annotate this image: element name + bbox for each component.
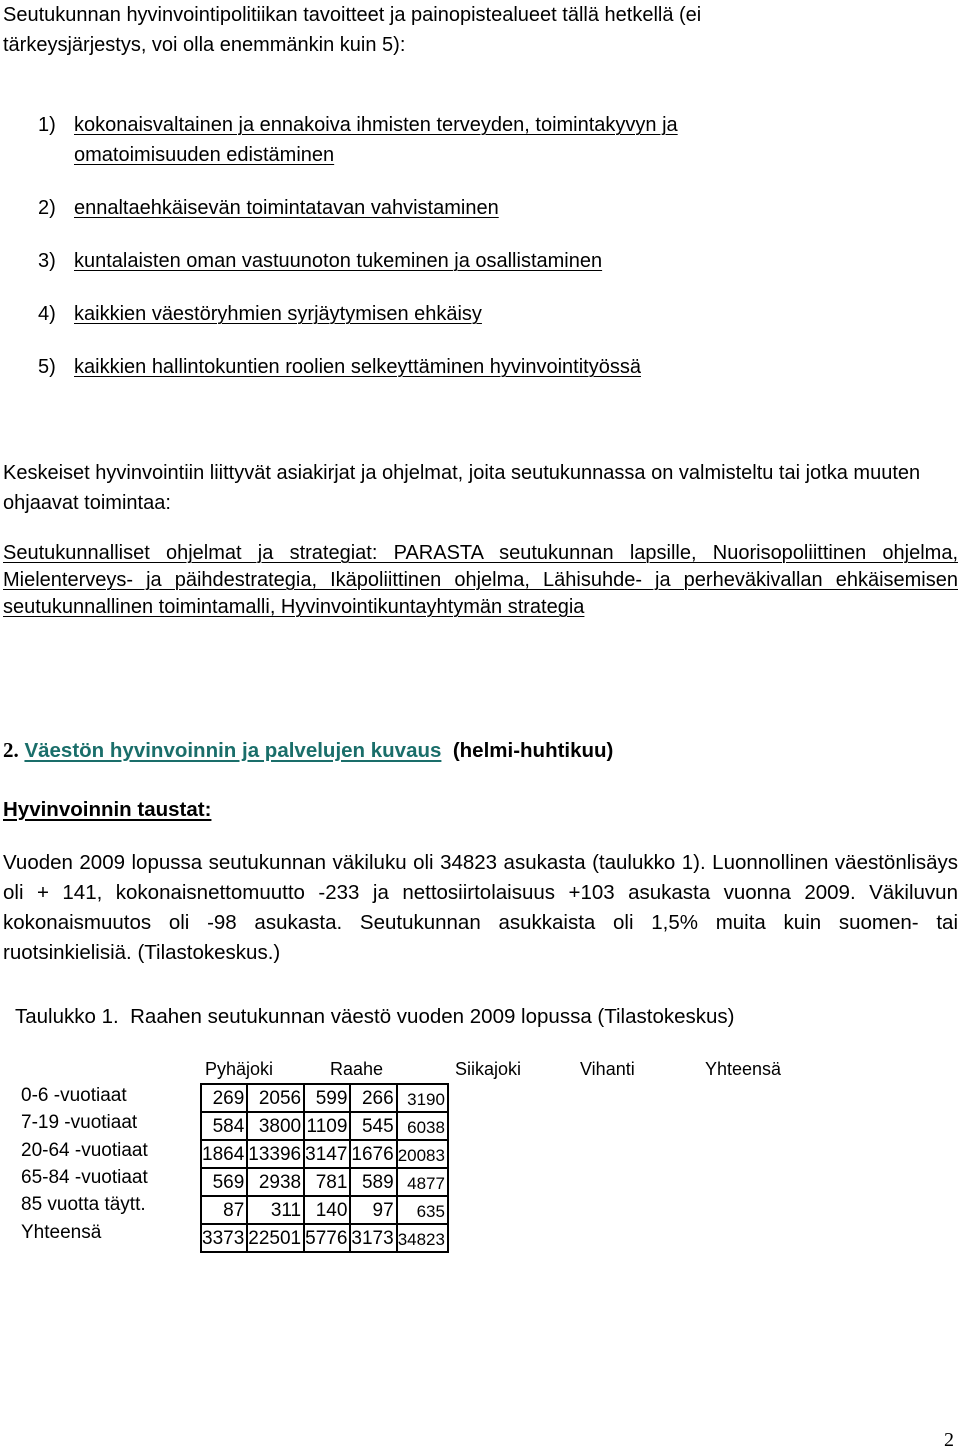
- table-cell: 599: [304, 1084, 350, 1112]
- table-cell: 269: [201, 1084, 247, 1112]
- row-label: 85 vuotta täytt.: [21, 1194, 146, 1215]
- column-header: Vihanti: [580, 1059, 635, 1079]
- table-cell: 3190: [397, 1084, 448, 1112]
- table-cell: 2938: [247, 1168, 304, 1196]
- regional-programs-text: Seutukunnalliset ohjelmat ja strategiat: PARASTA seutukunnan lapsille, Nuorisopoliittinen ohjelma, Mielenterveys- ja päihdestrategia, Ikäpoliittinen ohjelma, Lähisuhde- ja perheväkivallan ehkäisemisen seutukunnallinen toimintamalli, Hyvinvointikuntayhtymän strategia: [3, 542, 958, 618]
- goal-text: ennaltaehkäisevän toimintatavan vahvistaminen: [74, 197, 499, 219]
- table-row: [201, 1196, 448, 1224]
- goal-text: kaikkien väestöryhmien syrjäytymisen ehkäisy: [74, 303, 482, 325]
- goal-item: [38, 110, 838, 170]
- table-cell: 22501: [247, 1224, 304, 1252]
- table-cell: 97: [350, 1196, 396, 1224]
- goal-number: 4): [38, 303, 56, 325]
- goal-text: kaikkien hallintokuntien roolien selkeyttäminen hyvinvointityössä: [74, 356, 641, 378]
- intro-paragraph: [3, 0, 843, 60]
- goal-list: [38, 110, 838, 382]
- table-cell: 3147: [304, 1140, 350, 1168]
- table-row: [201, 1112, 448, 1140]
- table-caption-label: Taulukko 1.: [15, 1005, 119, 1028]
- row-label: 65-84 -vuotiaat: [21, 1167, 148, 1188]
- goal-number: 1): [38, 114, 56, 136]
- goal-item: [38, 246, 838, 276]
- table-row: [201, 1084, 448, 1112]
- table-cell: 635: [397, 1196, 448, 1224]
- section-title: Väestön hyvinvoinnin ja palvelujen kuvaus: [24, 739, 442, 762]
- table-cell: 5776: [304, 1224, 350, 1252]
- table-cell: 569: [201, 1168, 247, 1196]
- section-number: 2.: [3, 738, 19, 762]
- row-label: 7-19 -vuotiaat: [21, 1112, 138, 1133]
- table-cell: 34823: [397, 1224, 448, 1252]
- table-cell: 584: [201, 1112, 247, 1140]
- table-row: [201, 1224, 448, 1252]
- table-cell: 3800: [247, 1112, 304, 1140]
- background-heading: Hyvinvoinnin taustat:: [3, 798, 212, 821]
- table-cell: 266: [350, 1084, 396, 1112]
- section-2-heading: [3, 735, 958, 766]
- table-row: [201, 1168, 448, 1196]
- table-cell: 781: [304, 1168, 350, 1196]
- goal-text: kokonaisvaltainen ja ennakoiva ihmisten terveyden, toimintakyvyn ja: [74, 114, 678, 136]
- table-cell: 140: [304, 1196, 350, 1224]
- page-number: 2: [944, 1429, 954, 1451]
- table-cell: 311: [247, 1196, 304, 1224]
- table-cell: 20083: [397, 1140, 448, 1168]
- column-header: Siikajoki: [455, 1059, 522, 1079]
- background-paragraph: Vuoden 2009 lopussa seutukunnan väkiluku oli 34823 asukasta (taulukko 1). Luonnollinen väestönlisäys oli + 141, kokonaisnettomuutto -233 ja nettosiirtolaisuus +103 asukasta vuonna 2009. Väkiluvun kokonaismuutos oli -98 asukasta. Seutukunnan asukkaista oli 1,5% muita kuin suomen- tai ruotsinkielisiä. (Tilastokeskus.): [3, 851, 958, 964]
- intro-line-2: tärkeysjärjestys, voi olla enemmänkin kuin 5):: [3, 34, 406, 56]
- table-row: [201, 1140, 448, 1168]
- row-label: 0-6 -vuotiaat: [21, 1085, 127, 1106]
- goal-text: kuntalaisten oman vastuunoton tukeminen ja osallistaminen: [74, 250, 603, 272]
- goal-item: [38, 193, 838, 223]
- intro-line-1: Seutukunnan hyvinvointipolitiikan tavoitteet ja painopistealueet tällä hetkellä (ei: [3, 4, 702, 26]
- goal-number: 5): [38, 356, 56, 378]
- key-documents-text: Keskeiset hyvinvointiin liittyvät asiakirjat ja ohjelmat, joita seutukunnassa on valmisteltu tai jotka muuten ohjaavat toimintaa:: [3, 462, 921, 514]
- goal-text-cont: omatoimisuuden edistäminen: [74, 144, 335, 166]
- table-cell: 1676: [350, 1140, 396, 1168]
- table-cell: 545: [350, 1112, 396, 1140]
- row-label: Yhteensä: [21, 1222, 102, 1243]
- column-header: Yhteensä: [705, 1059, 782, 1079]
- table-cell: 3173: [350, 1224, 396, 1252]
- goal-number: 3): [38, 250, 56, 272]
- column-header: Pyhäjoki: [205, 1059, 274, 1079]
- section-dates: (helmi-huhtikuu): [452, 739, 614, 762]
- table-caption-text: Raahen seutukunnan väestö vuoden 2009 lopussa (Tilastokeskus): [130, 1005, 735, 1028]
- table-cell: 13396: [247, 1140, 304, 1168]
- goal-item: [38, 299, 838, 329]
- column-header: Raahe: [330, 1059, 384, 1079]
- table-cell: 589: [350, 1168, 396, 1196]
- goal-item: [38, 352, 838, 382]
- row-label: 20-64 -vuotiaat: [21, 1140, 148, 1161]
- table-cell: 4877: [397, 1168, 448, 1196]
- table-cell: 6038: [397, 1112, 448, 1140]
- table-cell: 2056: [247, 1084, 304, 1112]
- table-cell: 1109: [304, 1112, 350, 1140]
- goal-number: 2): [38, 197, 56, 219]
- table-caption: [15, 1002, 735, 1032]
- table-cell: 1864: [201, 1140, 247, 1168]
- table-cell: 87: [201, 1196, 247, 1224]
- population-grid: [200, 1083, 449, 1253]
- table-cell: 3373: [201, 1224, 247, 1252]
